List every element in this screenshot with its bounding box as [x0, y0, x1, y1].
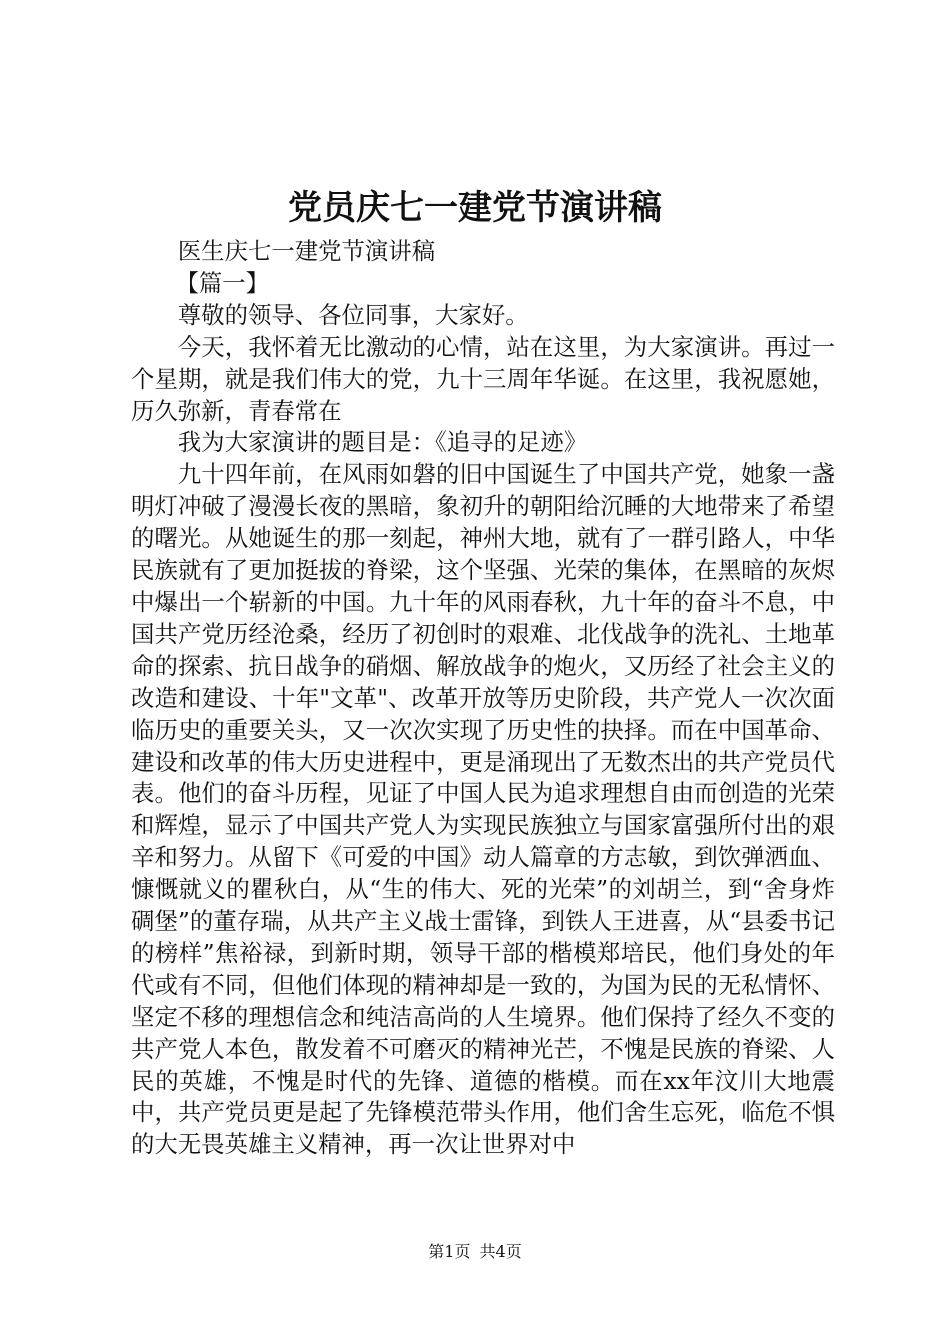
document-body [131, 236, 835, 1161]
topic-paragraph: 我为大家演讲的题目是：《追寻的足迹》 [177, 428, 588, 457]
main-paragraph: 九十四年前，在风雨如磐的旧中国诞生了中国共产党，她象一盏明灯冲破了漫漫长夜的黑暗，象初升的朝阳给沉睡的大地带来了希望的曙光。从她诞生的那一刻起，神州大地，就有了一群引路人，中华民族就有了更加挺拔的脊梁，这个坚强、光荣的集体，在黑暗的灰烬中爆出一个崭新的中国。九十年的风雨春秋，九十年的奋斗不息，中国共产党历经沧桑，经历了初创时的艰难、北伐战争的洗礼、土地革命的探索、抗日战争的硝烟、解放战争的炮火，又历经了社会主义的改造和建设、十年"文革"、改革开放等历史阶段，共产党人一次次面临历史的重要关头，又一次次实现了历史性的抉择。而在中国革命、建设和改革的伟大历史进程中，更是涌现出了无数杰出的共产党员代表。他们的奋斗历程，见证了中国人民为追求理想自由而创造的光荣和辉煌，显示了中国共产党人为实现民族独立与国家富强所付出的艰辛和努力。从留下《可爱的中国》动人篇章的方志敏，到饮弹洒血、慷慨就义的瞿秋白，从“生的伟大、死的光荣”的刘胡兰，到“舍身炸碉堡”的董存瑞，从共产主义战士雷锋，到铁人王进喜，从“县委书记的榜样”焦裕禄，到新时期，领导干部的楷模郑培民，他们身处的年代或有不同，但他们体现的精神却是一致的，为国为民的无私情怀、坚定不移的理想信念和纯洁高尚的人生境界。他们保持了经久不变的共产党人本色，散发着不可磨灭的精神光芒，不愧是民族的脊梁、人民的英雄，不愧是时代的先锋、道德的楷模。而在xx年汶川大地震中，共产党员更是起了先锋模范带头作用，他们舍生忘死，临危不惧的大无畏英雄主义精神，再一次让世界对中 [131, 460, 835, 1159]
page-footer [0, 1240, 950, 1264]
page-number: 第1页 [428, 1242, 471, 1261]
page-total: 共4页 [479, 1242, 522, 1261]
intro-paragraph: 今天，我怀着无比激动的心情，站在这里，为大家演讲。再过一个星期，就是我们伟大的党，九十三周年华诞。在这里，我祝愿她，历久弥新，青春常在 [131, 332, 835, 425]
section-heading: 【篇一】 [175, 268, 270, 297]
document-title: 党员庆七一建党节演讲稿 [288, 188, 662, 228]
subtitle-paragraph: 医生庆七一建党节演讲稿 [177, 237, 436, 265]
greeting-paragraph: 尊敬的领导、各位同事，大家好。 [177, 300, 529, 329]
